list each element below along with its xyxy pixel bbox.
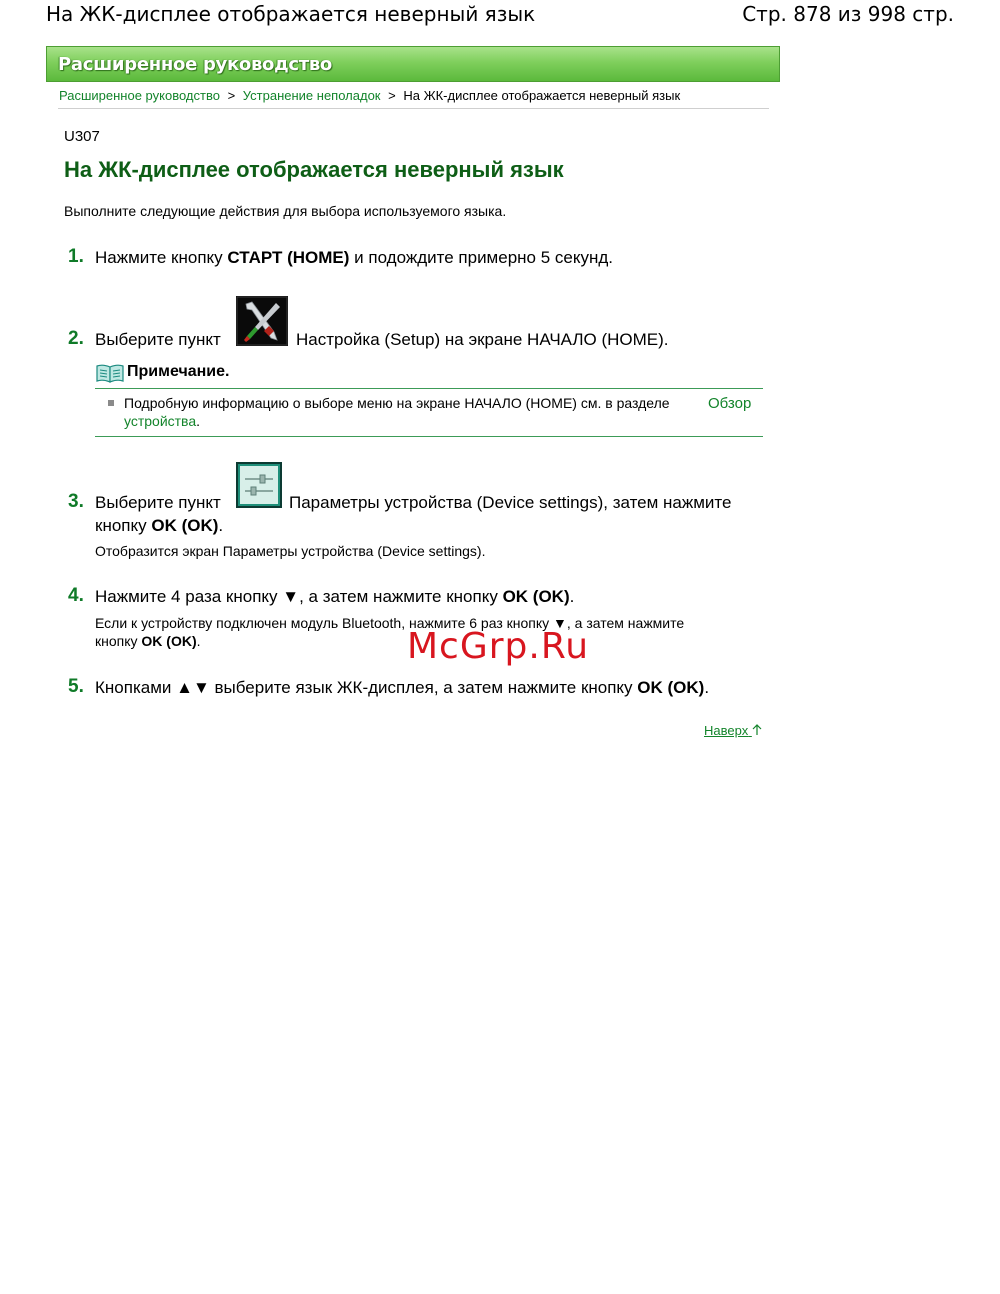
step-4-button-name: OK (OK) xyxy=(502,587,570,606)
article-code: U307 xyxy=(64,128,100,145)
step-5-pre: Кнопками ▲▼ выберите язык ЖК-дисплея, а затем нажмите кнопку xyxy=(95,678,633,697)
step-3-line2 xyxy=(95,516,223,536)
breadcrumb-separator: > xyxy=(388,88,396,103)
note-link-line2 xyxy=(124,413,200,429)
step-3-result: Отобразится экран Параметры устройства (Device settings). xyxy=(95,543,486,559)
step-4-text xyxy=(95,587,574,607)
step-3-button-name: OK (OK) xyxy=(151,516,219,535)
note-period: . xyxy=(196,413,201,429)
step-4-note-line1: Если к устройству подключен модуль Bluetooth, нажмите 6 раз кнопку ▼, а затем нажмите xyxy=(95,615,685,631)
step-number-4: 4. xyxy=(68,585,84,606)
note-bullet xyxy=(108,400,114,406)
step-3-line2-post: . xyxy=(218,516,224,535)
step-4-pre: Нажмите 4 раза кнопку ▼, а затем нажмите кнопку xyxy=(95,587,498,606)
watermark: McGrp.Ru xyxy=(407,626,590,667)
step-2-post: Настройка (Setup) на экране НАЧАЛО (HOME). xyxy=(296,330,669,349)
step-4-note-button: OK (OK) xyxy=(141,633,197,649)
step-1-post: и подождите примерно 5 секунд. xyxy=(354,248,614,267)
step-4-note-post: . xyxy=(196,633,201,649)
note-link-overview[interactable]: Обзор xyxy=(708,395,752,412)
guide-banner xyxy=(46,46,780,82)
step-3-pre: Выберите пункт xyxy=(95,493,221,512)
step-5-text xyxy=(95,678,709,698)
step-3-line2-pre: кнопку xyxy=(95,516,147,535)
arrow-up-icon xyxy=(752,723,762,738)
step-4-post: . xyxy=(569,587,575,606)
breadcrumb-divider xyxy=(58,108,769,109)
intro-text: Выполните следующие действия для выбора используемого языка. xyxy=(64,203,507,219)
breadcrumb-link-guide[interactable]: Расширенное руководство xyxy=(59,88,220,103)
setup-tools-icon xyxy=(236,296,288,346)
breadcrumb xyxy=(59,88,680,103)
open-book-icon xyxy=(96,363,124,388)
note-link-device[interactable]: устройства xyxy=(124,413,197,429)
step-1-pre: Нажмите кнопку xyxy=(95,248,223,267)
breadcrumb-current: На ЖК-дисплее отображается неверный язык xyxy=(403,88,681,103)
print-header-title: На ЖК-дисплее отображается неверный язык xyxy=(46,2,536,26)
step-number-1: 1. xyxy=(68,246,84,267)
step-4-note-line2 xyxy=(95,633,201,649)
note-bottom-divider xyxy=(95,436,763,437)
note-text: Подробную информацию о выборе меню на экране НАЧАЛО (HOME) см. в разделе xyxy=(124,395,670,411)
back-to-top-label: Наверх xyxy=(704,723,749,738)
breadcrumb-link-troubleshooting[interactable]: Устранение неполадок xyxy=(242,88,381,103)
step-3-post: Параметры устройства (Device settings), затем нажмите xyxy=(289,493,732,512)
step-4-note-pre: кнопку xyxy=(95,633,138,649)
device-settings-icon xyxy=(236,462,282,508)
step-1-button-name: СТАРТ (HOME) xyxy=(227,248,350,267)
print-page-counter: Стр. 878 из 998 стр. xyxy=(742,2,954,26)
page-title: На ЖК-дисплее отображается неверный язык xyxy=(64,157,564,182)
note-heading: Примечание. xyxy=(127,363,230,380)
step-5-post: . xyxy=(704,678,710,697)
breadcrumb-separator: > xyxy=(227,88,236,103)
banner-label: Расширенное руководство xyxy=(58,54,332,75)
step-5-button-name: OK (OK) xyxy=(637,678,705,697)
step-1-text xyxy=(95,248,613,268)
back-to-top-link[interactable] xyxy=(704,723,762,738)
step-number-3: 3. xyxy=(68,491,84,512)
note-top-divider xyxy=(95,388,763,389)
step-2-pre: Выберите пункт xyxy=(95,330,221,349)
step-number-5: 5. xyxy=(68,676,84,697)
step-number-2: 2. xyxy=(68,328,84,349)
